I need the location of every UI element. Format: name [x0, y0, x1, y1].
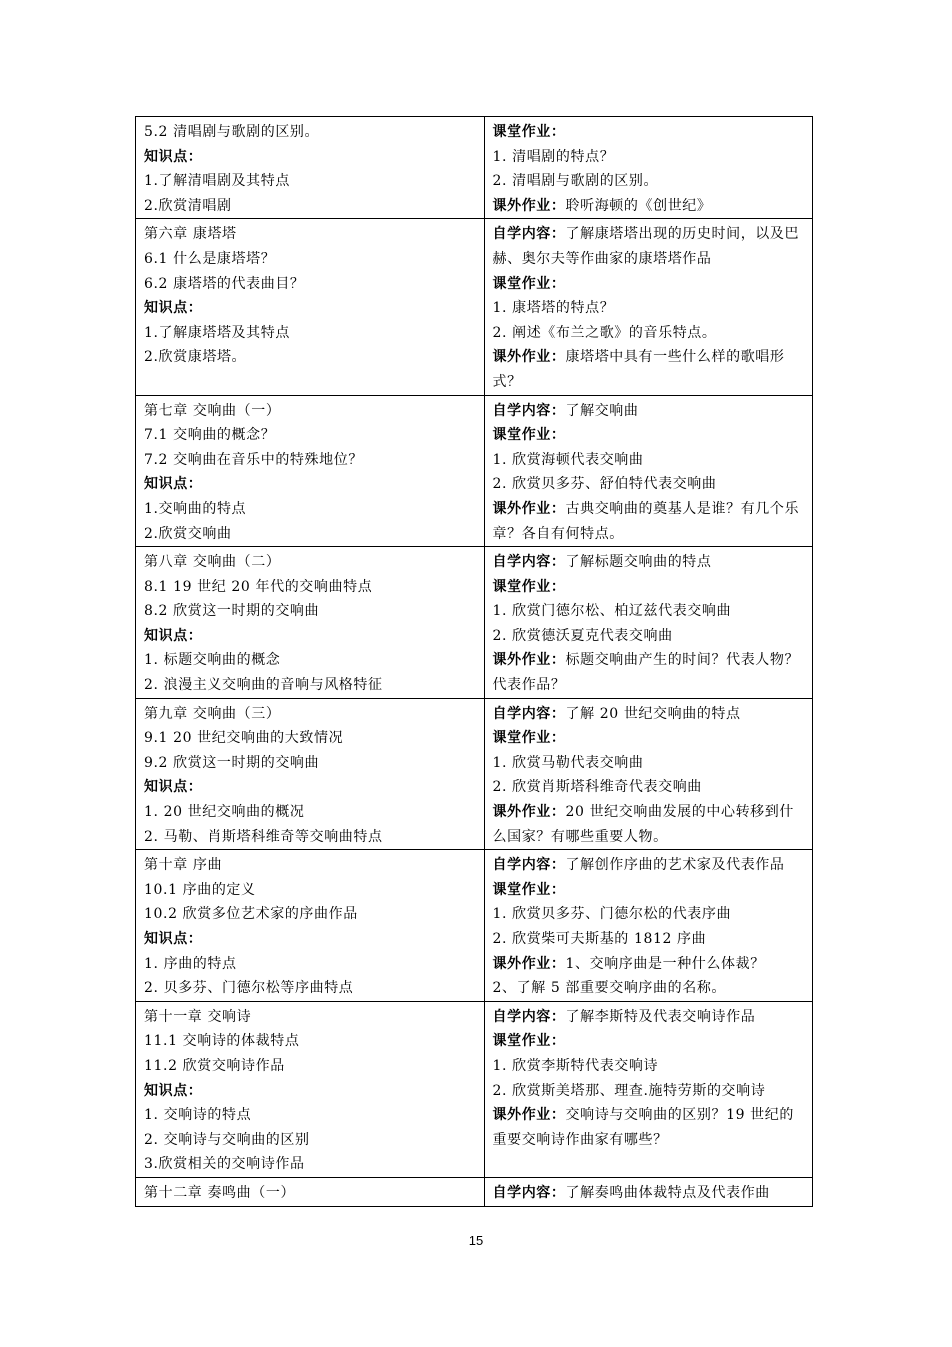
content-line: 2. 贝多芬、门德尔松等序曲特点	[144, 980, 354, 997]
content-line: 8.1 19 世纪 20 年代的交响曲特点	[144, 578, 373, 595]
content-line: 9.2 欣赏这一时期的交响曲	[144, 754, 320, 771]
assignment-line	[493, 1181, 805, 1206]
assignment-line	[493, 800, 805, 849]
assignment-text: 1. 清唱剧的特点？	[492, 148, 615, 165]
table-row	[136, 117, 813, 219]
assignment-line	[493, 423, 805, 448]
chapter-content-cell	[136, 547, 485, 699]
assignment-cell	[484, 850, 813, 1002]
chapter-content-cell	[136, 219, 485, 395]
assignment-text: 了解奏鸣曲体裁特点及代表作曲	[565, 1184, 770, 1201]
assignment-label: 自学内容：	[492, 226, 566, 243]
chapter-content-cell	[136, 698, 485, 850]
assignment-line	[493, 775, 805, 800]
content-line: 第十章 序曲	[144, 857, 223, 874]
assignment-text: 了解康塔塔出现的历史时间，以及巴赫、奥尔夫等作曲家的康塔塔作品	[492, 226, 800, 267]
assignment-cell	[484, 117, 813, 219]
content-line: 2.欣赏交响曲	[144, 525, 232, 542]
assignment-cell	[484, 698, 813, 850]
assignment-text: 了解李斯特及代表交响诗作品	[565, 1008, 756, 1025]
assignment-cell	[484, 1001, 813, 1177]
assignment-text: 1. 康塔塔的特点？	[492, 300, 615, 317]
assignment-line	[493, 952, 805, 977]
assignment-cell	[484, 547, 813, 699]
content-line: 9.1 20 世纪交响曲的大致情况	[144, 730, 344, 747]
knowledge-points-heading: 知识点：	[144, 476, 203, 493]
assignment-text: 标题交响曲产生的时间？代表人物？代表作品？	[492, 652, 800, 694]
content-line: 1. 20 世纪交响曲的概况	[144, 804, 305, 821]
assignment-line	[493, 296, 805, 321]
content-line: 1.交响曲的特点	[144, 500, 247, 517]
assignment-label: 课外作业：	[492, 652, 566, 669]
content-line: 1.了解清唱剧及其特点	[144, 173, 290, 190]
chapter-content-cell	[136, 1177, 485, 1206]
content-line: 第九章 交响曲（三）	[144, 705, 281, 722]
assignment-line	[493, 624, 805, 649]
assignment-line	[493, 321, 805, 346]
assignment-line	[493, 448, 805, 473]
assignment-line	[493, 902, 805, 927]
content-line: 第六章 康塔塔	[144, 226, 237, 243]
assignment-text: 2、了解 5 部重要交响序曲的名称。	[492, 980, 727, 997]
assignment-label: 课堂作业：	[492, 578, 566, 595]
syllabus-table	[135, 116, 813, 1207]
assignment-line	[493, 272, 805, 297]
assignment-line	[493, 575, 805, 600]
assignment-text: 聆听海顿的《创世纪》	[565, 197, 712, 214]
assignment-cell	[484, 1177, 813, 1206]
assignment-line	[493, 120, 805, 145]
assignment-line	[493, 726, 805, 751]
assignment-label: 自学内容：	[492, 402, 566, 419]
assignment-text: 1. 欣赏马勒代表交响曲	[492, 754, 644, 771]
content-line: 10.1 序曲的定义	[144, 881, 256, 898]
table-row	[136, 547, 813, 699]
assignment-label: 课堂作业：	[492, 730, 566, 747]
page-number: 15	[468, 1233, 484, 1248]
table-row	[136, 1001, 813, 1177]
assignment-line	[493, 497, 805, 546]
assignment-text: 2. 欣赏肖斯塔科维奇代表交响曲	[492, 779, 702, 796]
assignment-line	[493, 145, 805, 170]
content-line: 7.1 交响曲的概念？	[144, 427, 276, 444]
assignment-text: 2. 阐述《布兰之歌》的音乐特点。	[492, 324, 717, 341]
content-line: 11.2 欣赏交响诗作品	[144, 1057, 285, 1074]
assignment-line	[493, 169, 805, 194]
chapter-content-cell	[136, 395, 485, 547]
assignment-line	[493, 1054, 805, 1079]
assignment-cell	[484, 219, 813, 395]
content-line: 6.1 什么是康塔塔？	[144, 250, 276, 267]
assignment-text: 1. 欣赏李斯特代表交响诗	[492, 1057, 659, 1074]
assignment-line	[493, 702, 805, 727]
assignment-label: 课堂作业：	[492, 427, 566, 444]
knowledge-points-heading: 知识点：	[144, 627, 203, 644]
assignment-text: 交响诗与交响曲的区别？19 世纪的重要交响诗作曲家有哪些？	[492, 1107, 794, 1148]
knowledge-points-heading: 知识点：	[144, 779, 203, 796]
assignment-text: 20 世纪交响曲发展的中心转移到什么国家？有哪些重要人物。	[492, 804, 794, 845]
assignment-line	[493, 194, 805, 219]
content-line: 10.2 欣赏多位艺术家的序曲作品	[144, 906, 358, 923]
assignment-line	[493, 550, 805, 575]
assignment-line	[493, 1005, 805, 1030]
assignment-line	[493, 751, 805, 776]
assignment-line	[493, 853, 805, 878]
assignment-line	[493, 1029, 805, 1054]
assignment-text: 2. 欣赏德沃夏克代表交响曲	[492, 627, 673, 644]
knowledge-points-heading: 知识点：	[144, 1082, 203, 1099]
assignment-text: 2. 清唱剧与歌剧的区别。	[492, 173, 659, 190]
content-line: 5.2 清唱剧与歌剧的区别。	[144, 124, 320, 140]
assignment-text: 了解交响曲	[565, 402, 639, 419]
assignment-label: 自学内容：	[492, 705, 566, 722]
content-line: 2. 马勒、肖斯塔科维奇等交响曲特点	[144, 828, 383, 845]
assignment-text: 康塔塔中具有一些什么样的歌唱形式？	[492, 349, 785, 390]
table-row	[136, 850, 813, 1002]
knowledge-points-heading: 知识点：	[144, 148, 203, 165]
knowledge-points-heading: 知识点：	[144, 931, 203, 947]
content-line: 2. 浪漫主义交响曲的音响与风格特征	[144, 677, 383, 694]
assignment-label: 课堂作业：	[492, 124, 566, 140]
content-line: 2. 交响诗与交响曲的区别	[144, 1131, 310, 1148]
assignment-line	[493, 648, 805, 697]
assignment-label: 课外作业：	[492, 197, 566, 214]
assignment-cell	[484, 395, 813, 547]
assignment-label: 课外作业：	[492, 1107, 566, 1124]
assignment-line	[493, 976, 805, 1001]
content-line: 11.1 交响诗的体裁特点	[144, 1033, 300, 1050]
assignment-label: 自学内容：	[492, 857, 566, 874]
assignment-line	[493, 222, 805, 271]
content-line: 第八章 交响曲（二）	[144, 554, 281, 571]
assignment-label: 课堂作业：	[492, 881, 566, 898]
content-line: 7.2 交响曲在音乐中的特殊地位？	[144, 451, 363, 468]
assignment-line	[493, 345, 805, 394]
assignment-text: 2. 欣赏贝多芬、舒伯特代表交响曲	[492, 476, 717, 493]
assignment-label: 课外作业：	[492, 955, 566, 972]
assignment-text: 了解标题交响曲的特点	[565, 554, 712, 571]
content-line: 第七章 交响曲（一）	[144, 402, 281, 419]
assignment-text: 古典交响曲的奠基人是谁？有几个乐章？各自有何特点。	[492, 500, 800, 542]
knowledge-points-heading: 知识点：	[144, 300, 203, 317]
assignment-label: 课外作业：	[492, 349, 566, 366]
assignment-text: 1. 欣赏贝多芬、门德尔松的代表序曲	[492, 906, 732, 923]
content-line: 2.欣赏清唱剧	[144, 197, 232, 214]
content-line: 1. 标题交响曲的概念	[144, 652, 281, 669]
chapter-content-cell	[136, 850, 485, 1002]
content-line: 1. 交响诗的特点	[144, 1107, 252, 1124]
content-line: 1. 序曲的特点	[144, 955, 237, 972]
assignment-line	[493, 399, 805, 424]
assignment-label: 课外作业：	[492, 500, 566, 517]
content-line: 6.2 康塔塔的代表曲目？	[144, 275, 305, 292]
assignment-label: 自学内容：	[492, 1008, 566, 1025]
assignment-label: 自学内容：	[492, 1184, 566, 1201]
assignment-text: 2. 欣赏柴可夫斯基的 1812 序曲	[492, 931, 707, 947]
content-line: 3.欣赏相关的交响诗作品	[144, 1156, 305, 1173]
table-row	[136, 395, 813, 547]
assignment-text: 2. 欣赏斯美塔那、理查.施特劳斯的交响诗	[492, 1082, 766, 1099]
content-line: 第十一章 交响诗	[144, 1008, 252, 1025]
assignment-line	[493, 878, 805, 903]
assignment-label: 课堂作业：	[492, 1033, 566, 1050]
assignment-line	[493, 1103, 805, 1152]
assignment-line	[493, 927, 805, 952]
content-line: 第十二章 奏鸣曲（一）	[144, 1184, 296, 1201]
assignment-label: 课外作业：	[492, 804, 566, 821]
chapter-content-cell	[136, 1001, 485, 1177]
content-line: 1.了解康塔塔及其特点	[144, 324, 290, 341]
assignment-label: 自学内容：	[492, 554, 566, 571]
assignment-line	[493, 472, 805, 497]
assignment-text: 了解 20 世纪交响曲的特点	[565, 705, 741, 722]
assignment-line	[493, 599, 805, 624]
chapter-content-cell	[136, 117, 485, 219]
assignment-text: 了解创作序曲的艺术家及代表作品	[565, 857, 785, 874]
content-line: 2.欣赏康塔塔。	[144, 349, 247, 366]
syllabus-table-body	[136, 117, 813, 1207]
assignment-text: 1. 欣赏海顿代表交响曲	[492, 451, 644, 468]
table-row	[136, 1177, 813, 1206]
table-row	[136, 219, 813, 395]
assignment-label: 课堂作业：	[492, 275, 566, 292]
content-line: 8.2 欣赏这一时期的交响曲	[144, 603, 320, 620]
assignment-text: 1. 欣赏门德尔松、柏辽兹代表交响曲	[492, 603, 732, 620]
assignment-line	[493, 1079, 805, 1104]
table-row	[136, 698, 813, 850]
assignment-text: 1、交响序曲是一种什么体裁？	[565, 955, 765, 972]
